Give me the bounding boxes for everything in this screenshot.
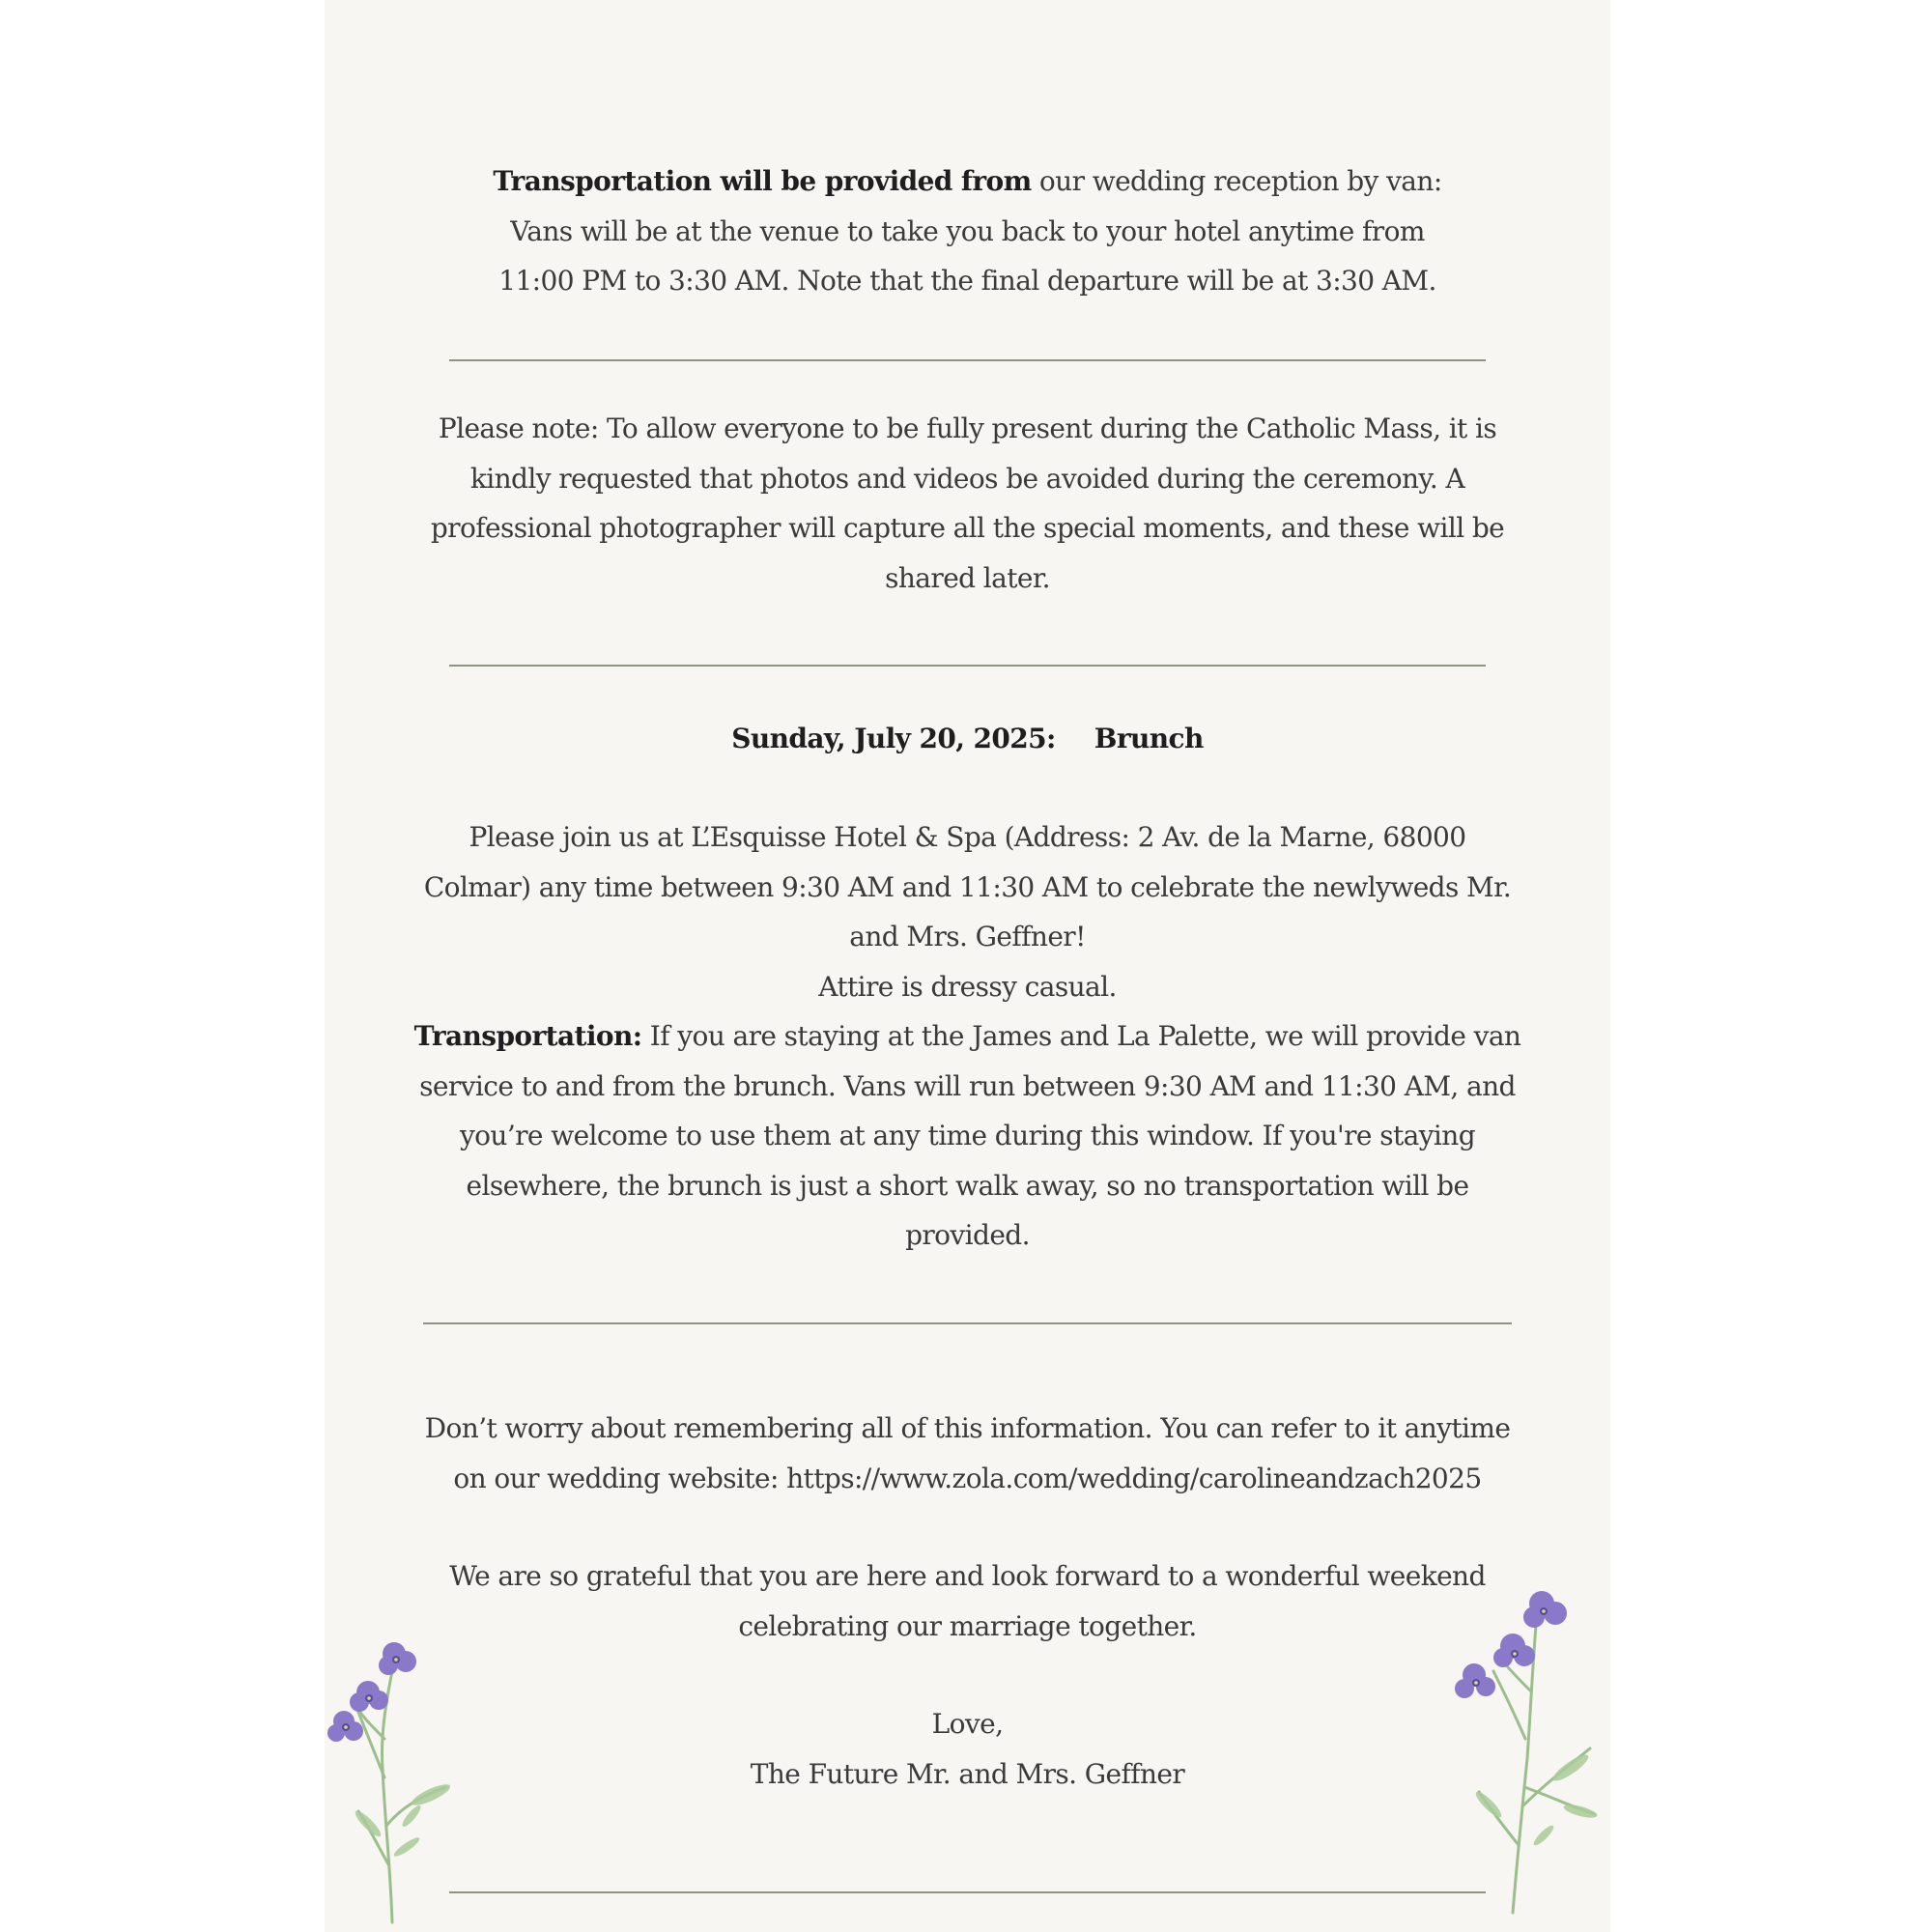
brunch-transport-line-5: provided. — [905, 1219, 1030, 1251]
grateful-line-2: celebrating our marriage together. — [738, 1609, 1197, 1642]
sign-off-love: Love, — [931, 1708, 1004, 1740]
brunch-transport-label: Transportation: — [413, 1020, 642, 1052]
mass-note-line-3: professional photographer will capture all the special moments, and these will be — [430, 512, 1505, 544]
reception-transport-line-3: 11:00 PM to 3:30 AM. Note that the final departure will be at 3:30 AM. — [498, 265, 1436, 297]
brunch-attire: Attire is dressy casual. — [818, 970, 1117, 1003]
section-divider — [449, 1891, 1486, 1893]
reception-transport-line-2: Vans will be at the venue to take you back to your hotel anytime from — [510, 214, 1425, 247]
brunch-transport-line-4: elsewhere, the brunch is just a short walk away, so no transportation will be — [466, 1169, 1469, 1202]
brunch-transport-line-3: you’re welcome to use them at any time during this window. If you're staying — [459, 1120, 1476, 1151]
grateful-note — [325, 1551, 1610, 1651]
section-divider — [449, 359, 1486, 361]
reception-transport-line-1 — [325, 156, 1610, 207]
website-line-2: on our wedding website: https://www.zola.com/wedding/carolineandzach2025 — [453, 1462, 1482, 1494]
brunch-details-section — [325, 812, 1610, 1261]
reception-transport-section — [325, 156, 1610, 306]
mass-note-section — [325, 404, 1610, 603]
brunch-line-2: Colmar) any time between 9:30 AM and 11:30 AM to celebrate the newlyweds Mr. — [423, 870, 1512, 903]
brunch-transport-line-1 — [325, 1011, 1610, 1062]
reception-transport-lead-rest: our wedding reception by van: — [1031, 165, 1442, 197]
section-divider — [449, 665, 1486, 667]
brunch-line-3: and Mrs. Geffner! — [849, 921, 1086, 952]
brunch-line-1: Please join us at L’Esquisse Hotel & Spa (Address: 2 Av. de la Marne, 68000 — [469, 821, 1466, 853]
purple-flower-sprig-left-icon — [325, 1633, 489, 1932]
brunch-event-name: Brunch — [1094, 723, 1204, 754]
brunch-transport-text: If you are staying at the James and La Palette, we will provide van — [641, 1020, 1521, 1052]
sign-off — [325, 1699, 1610, 1799]
mass-note-line-2: kindly requested that photos and videos be avoided during the ceremony. A — [469, 462, 1465, 495]
website-note — [325, 1404, 1610, 1503]
website-line-1: Don’t worry about remembering all of this information. You can refer to it anytime — [424, 1412, 1511, 1444]
brunch-heading — [325, 723, 1610, 754]
brunch-transport-line-2: service to and from the brunch. Vans will run between 9:30 AM and 11:30 AM, and — [419, 1069, 1516, 1102]
invitation-page — [325, 0, 1610, 1932]
purple-flower-sprig-right-icon — [1435, 1575, 1609, 1922]
section-divider — [423, 1322, 1512, 1324]
mass-note-line-4: shared later. — [885, 561, 1050, 594]
brunch-date: Sunday, July 20, 2025: — [731, 723, 1056, 754]
mass-note-line-1: Please note: To allow everyone to be fully present during the Catholic Mass, it is — [438, 412, 1497, 444]
sign-off-signature: The Future Mr. and Mrs. Geffner — [750, 1757, 1185, 1790]
grateful-line-1: We are so grateful that you are here and look forward to a wonderful weekend — [449, 1560, 1486, 1592]
reception-transport-bold-lead: Transportation will be provided from — [493, 165, 1032, 197]
